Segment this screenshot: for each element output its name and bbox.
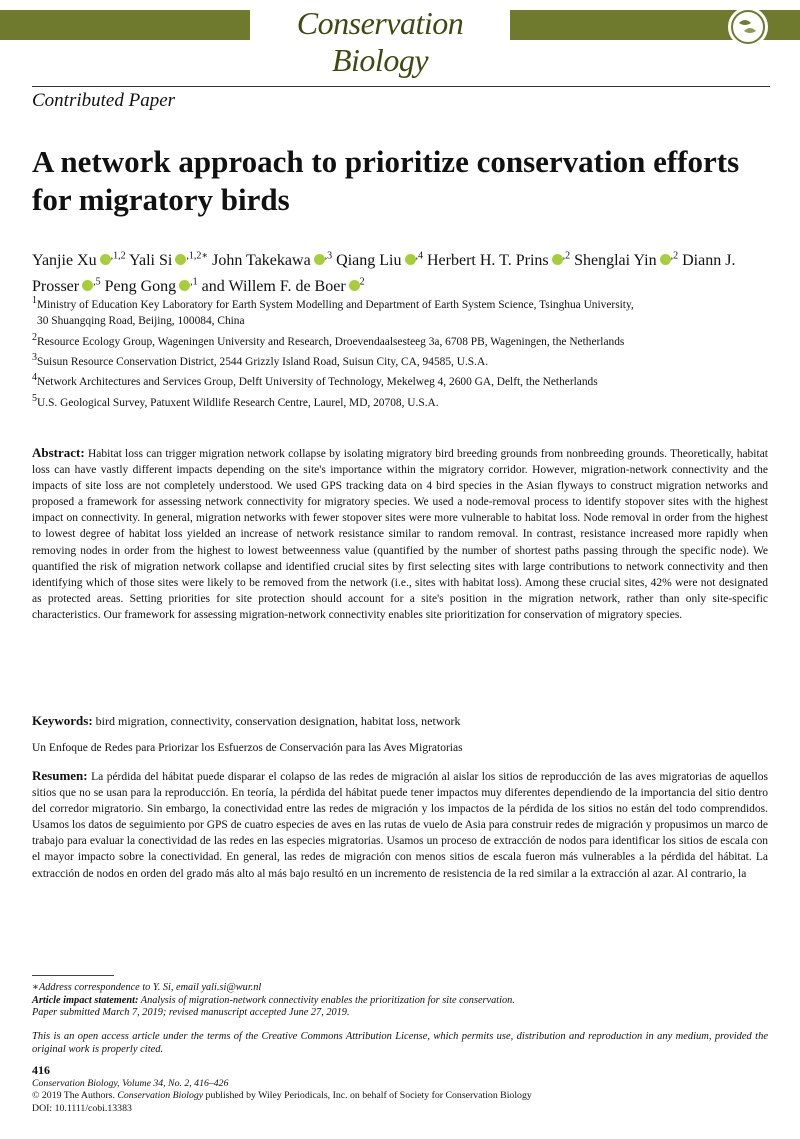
- author-name: John Takekawa: [212, 252, 311, 270]
- orcid-icon[interactable]: [660, 254, 671, 265]
- affiliation: [32, 330, 772, 350]
- affiliation-text: Network Architectures and Services Group, Delft University of Technology, Mekelweg 4, 2600 GA, Delft, the Netherlands: [37, 376, 598, 389]
- copyright-pre: © 2019 The Authors.: [32, 1090, 115, 1102]
- affiliation-number: 4: [32, 372, 37, 384]
- affiliation-number: 1: [32, 295, 37, 306]
- orcid-icon[interactable]: [100, 254, 111, 265]
- citation-block: [32, 1078, 772, 1115]
- author: [129, 252, 208, 269]
- page-number: 416: [32, 1063, 50, 1077]
- author-name: Shenglai Yin: [574, 252, 657, 270]
- affiliation-text: Resource Ecology Group, Wageningen University and Research, Droevendaalsesteeg 3a, 6708 PB, Wageningen, the Netherlands: [37, 335, 625, 348]
- resumen-text: La pérdida del hábitat puede disparar el colapso de las redes de migración al aislar los sitios de reproducción de las aves migratorias de aquellos sitios que no se usan para la reproducción. En teoría, la pérdida del hábitat puede tener impactos muy diferentes dependiendo de la importancia del sitio dentro del corredor migratorio. Sin embargo, la conectividad entre las redes de migración y los impactos de la pérdida de los sitios no están del todo comprendidos. Usamos los datos de seguimiento por GPS de cuatro especies de aves en las rutas de vuelo de Asia para construir redes de migración y propusimos un marco de trabajo para evaluar la conectividad de las redes en las especies migratorias. Usamos un proceso de extracción de nodos para identificar los sitios de escala con el mayor impacto sobre la conectividad. En general, las redes de migración con menos sitios de escala fueron más vulnerables a la pérdida del hábitat. La extracción de nodos en orden del grado más alto al más bajo resultó en un incremento de resistencia de la red similar a la extracción al azar. Al contrario, la: [32, 771, 768, 880]
- keywords-text: bird migration, connectivity, conservation designation, habitat loss, network: [95, 714, 461, 728]
- orcid-icon[interactable]: [82, 280, 93, 291]
- keywords-label: Keywords:: [32, 713, 93, 728]
- author: [32, 252, 126, 269]
- citation-copyright: [32, 1090, 772, 1102]
- author-affiliation-marks: ,2: [670, 251, 679, 262]
- footnotes: [32, 982, 768, 1020]
- journal-banner-left: [0, 10, 250, 40]
- author-name: Peng Gong: [104, 277, 177, 295]
- orcid-icon[interactable]: [552, 254, 563, 265]
- impact-label: Article impact statement:: [32, 994, 139, 1006]
- article-type: Contributed Paper: [32, 90, 176, 111]
- orcid-icon[interactable]: [405, 254, 416, 265]
- resumen: [32, 768, 768, 882]
- citation-volume: Conservation Biology, Volume 34, No. 2, 416–426: [32, 1078, 229, 1089]
- author-name: Herbert H. T. Prins: [427, 252, 549, 270]
- affiliation: [32, 350, 772, 370]
- author: [574, 252, 678, 269]
- author-affiliation-marks: ,4: [415, 251, 423, 262]
- copyright-journal: Conservation Biology: [117, 1090, 204, 1102]
- affiliation-number: 2: [32, 331, 37, 343]
- affiliation-number: 5: [32, 392, 37, 404]
- affiliation-text: Suisun Resource Conservation District, 2544 Grizzly Island Road, Suisun City, CA, 94585, U.S.A.: [37, 355, 489, 368]
- correspondence-note: ∗Address correspondence to Y. Si, email yali.si@wur.nl: [32, 982, 262, 993]
- submission-dates: Paper submitted March 7, 2019; revised manuscript accepted June 27, 2019.: [32, 1007, 350, 1019]
- abstract-label: Abstract:: [32, 445, 85, 460]
- author-affiliation-marks: ,1,2: [110, 251, 126, 262]
- affiliations: [32, 293, 772, 411]
- spanish-title: Un Enfoque de Redes para Priorizar los Esfuerzos de Conservación para las Aves Migratorias: [32, 742, 463, 754]
- author-name: and Willem F. de Boer: [201, 277, 346, 295]
- affiliation: [32, 293, 772, 313]
- journal-logo-icon: [728, 7, 768, 47]
- author-affiliation-marks: ,1: [190, 276, 198, 288]
- author-affiliation-marks: 2: [359, 276, 365, 288]
- author-affiliation-marks: ,1,2∗: [186, 251, 209, 262]
- affiliation-continued: 30 Shuangqing Road, Beijing, 100084, China: [37, 315, 245, 328]
- author-list: [32, 246, 772, 297]
- author-name: Qiang Liu: [336, 252, 402, 270]
- abstract-text: Habitat loss can trigger migration network collapse by isolating migratory bird breeding grounds from nonbreeding grounds. Theoretically, habitat loss can have vastly different impacts depending on the site's importance within the migratory corridor. However, migration-network connectivity and the impacts of site loss are not completely understood. We used GPS tracking data on 4 bird species in the Asian flyways to construct migration networks and proposed a framework for assessing network connectivity for migratory species. We used a node-removal process to identify stopover sites with the highest impact on connectivity. In general, migration networks with fewer stopover sites were more vulnerable to habitat loss. Node removal in order from the highest to lowest degree of habitat loss yielded an increase of network resistance similar to random removal. In contrast, resistance increased more rapidly when removing nodes in order from the highest to lowest betweenness value (quantified by the number of shortest paths passing through the specific node). We quantified the risk of migration network collapse and identified crucial sites by first selecting sites with large contributions to network connectivity and then identifying which of those sites were likely to be removed from the network (i.e., sites with habitat loss). Among these crucial sites, 42% were not designated as protected areas. Setting priorities for site protection should account for a site's position in the migration network, rather than only site-specific characteristics. Our framework for assessing migration-network connectivity enables site prioritization for conservation of migratory species.: [32, 448, 768, 621]
- author-affiliation-marks: ,3: [324, 251, 333, 262]
- orcid-icon[interactable]: [349, 280, 360, 291]
- author: [212, 252, 332, 269]
- header-rule: [32, 86, 770, 87]
- copyright-post: published by Wiley Periodicals, Inc. on behalf of Society for Conservation Biology: [205, 1090, 532, 1102]
- orcid-icon[interactable]: [314, 254, 325, 265]
- affiliation-number: 3: [32, 352, 37, 364]
- author-name: Yali Si: [129, 252, 173, 270]
- license-note: This is an open access article under the terms of the Creative Commons Attribution License, which permits use, distribution and reproduction in any medium, provided the original work is properly cited.: [32, 1031, 768, 1055]
- footnote-rule: [32, 975, 114, 976]
- impact-statement: [32, 995, 768, 1008]
- author-affiliation-marks: ,2: [562, 251, 571, 262]
- affiliation: [32, 370, 772, 390]
- orcid-icon[interactable]: [179, 280, 190, 291]
- journal-name: Conservation Biology: [296, 5, 464, 78]
- author-name: Diann J. Prosser: [32, 252, 736, 295]
- article-title: A network approach to prioritize conservation efforts for migratory birds: [32, 144, 740, 217]
- author: [336, 252, 423, 269]
- affiliation-text: Ministry of Education Key Laboratory for Earth System Modelling and Department of Earth System Science, Tsinghua University,: [37, 298, 634, 311]
- citation-doi: DOI: 10.1111/cobi.13383: [32, 1102, 132, 1114]
- author-name: Yanjie Xu: [32, 252, 97, 270]
- impact-text: Analysis of migration-network connectivity enables the prioritization for site conservation.: [140, 994, 515, 1006]
- author: [427, 252, 570, 269]
- orcid-icon[interactable]: [175, 254, 186, 265]
- resumen-label: Resumen:: [32, 768, 88, 783]
- abstract: [32, 445, 768, 623]
- author-affiliation-marks: ,5: [93, 276, 101, 288]
- affiliation: [32, 391, 772, 411]
- keywords: [32, 713, 768, 729]
- affiliation-text: U.S. Geological Survey, Patuxent Wildlife Research Centre, Laurel, MD, 20708, U.S.A.: [37, 396, 439, 409]
